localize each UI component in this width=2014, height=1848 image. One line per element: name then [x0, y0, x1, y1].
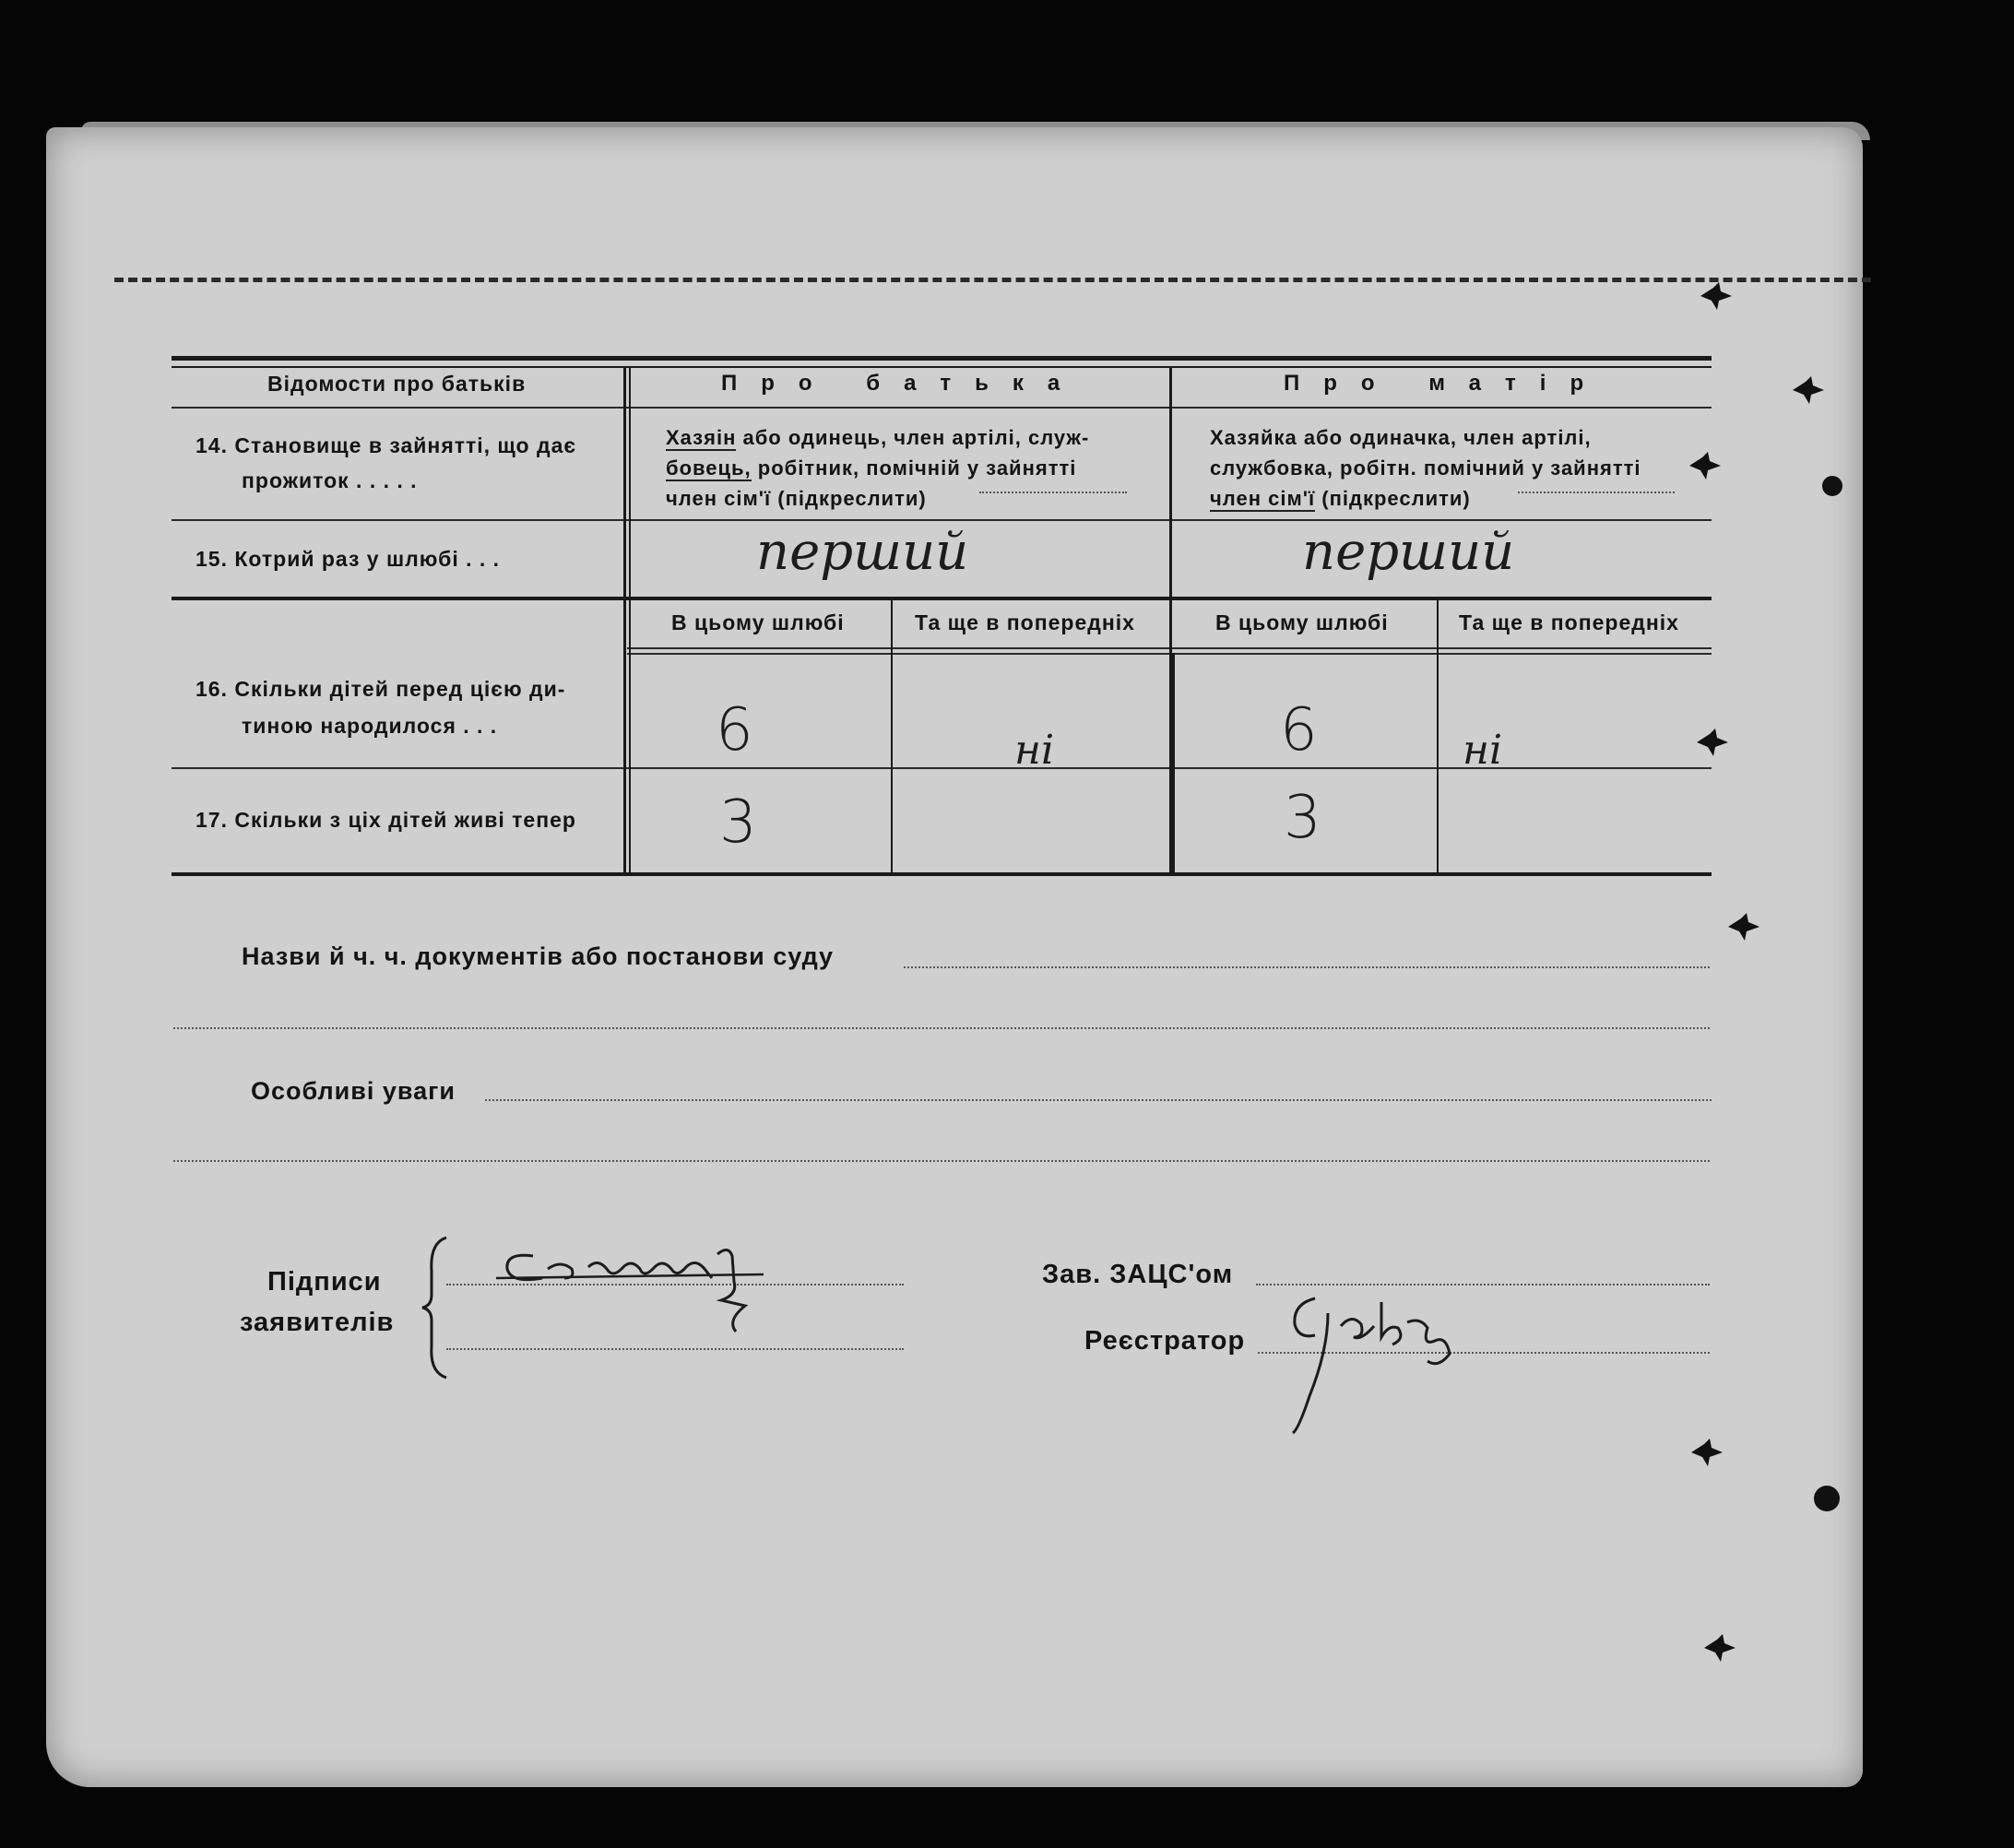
punch-hole-icon: [1809, 1485, 1844, 1512]
table-top-rule-thin: [172, 366, 1712, 368]
row16-mother-prev-value: ні: [1463, 727, 1503, 774]
perforation-line: [114, 278, 1871, 282]
punch-hole-icon: [1791, 376, 1826, 404]
punch-hole-icon: [1695, 729, 1730, 756]
table-bottom-rule: [172, 872, 1712, 876]
col-divider-label: [623, 366, 626, 873]
applicants-label: Підписи: [267, 1267, 382, 1297]
row15-mother-value: перший: [1302, 522, 1515, 582]
row14-label: 14. Становище в зайнятті, що дає: [195, 433, 577, 457]
row16-mother-this-value: 6: [1280, 696, 1318, 764]
row17-father-this-value: 3: [719, 788, 757, 857]
row16-label: 16. Скільки дітей перед цією ди-: [195, 677, 566, 701]
row15-label: 15. Котрий раз у шлюбі . . .: [195, 547, 501, 571]
row16-father-this-value: 6: [716, 696, 753, 764]
header-mother: Про матір: [1284, 371, 1608, 396]
header-rule: [172, 407, 1712, 409]
row14-rule: [172, 519, 1712, 521]
subheader-father-this: В цьому шлюбі: [671, 610, 845, 634]
col-divider-label-2: [629, 366, 631, 873]
brace-icon: [417, 1234, 454, 1381]
applicant-signature-line-2: [446, 1348, 904, 1350]
col-divider-father-mother-bold: [1171, 653, 1175, 872]
punch-hole-icon: [1689, 1439, 1724, 1466]
option-text: Хазяйка або одиначка, член артілі,: [1210, 426, 1592, 449]
punch-hole-icon: [1815, 472, 1850, 500]
row16-father-prev-value: ні: [1014, 727, 1055, 774]
punch-hole-icon: [1699, 282, 1734, 310]
row14-mother-options: [1210, 422, 1699, 514]
col-divider-father-sub: [891, 600, 893, 872]
row15-rule: [172, 597, 1712, 600]
option-text: робітник, помічній у зайнятті: [757, 456, 1077, 480]
header-father: Про батька: [721, 371, 1084, 396]
option-owner-underlined: Хазяін: [666, 426, 737, 449]
registrar-handwritten-signature: [1273, 1285, 1503, 1442]
row14-label-cont: прожиток . . . . .: [242, 468, 418, 492]
remarks-label: Особливі уваги: [251, 1077, 456, 1105]
option-text: (підкреслити): [1321, 487, 1471, 510]
option-text: службовка, робітн. помічний у зайнятті: [1210, 456, 1641, 480]
head-label: Зав. ЗАЦС'ом: [1042, 1260, 1234, 1289]
row14-mother-fill-line: [1518, 492, 1675, 493]
remarks-fill-line-2: [173, 1160, 1710, 1162]
row15-father-value: перший: [756, 522, 969, 582]
remarks-fill-line: [485, 1099, 1712, 1101]
documents-fill-line: [904, 966, 1710, 968]
applicants-label-cont: заявителів: [240, 1308, 395, 1337]
documents-label: Назви й ч. ч. документів або постанови суду: [242, 942, 835, 970]
punch-hole-icon: [1726, 913, 1761, 941]
row14-father-fill-line: [979, 492, 1127, 493]
registrar-label: Реєстратор: [1084, 1326, 1246, 1356]
subheader-mother-prev: Та ще в попередніх: [1459, 610, 1679, 634]
documents-fill-line-2: [173, 1027, 1710, 1029]
col-divider-mother-sub: [1437, 600, 1439, 872]
header-label: Відомости про батьків: [267, 372, 527, 396]
row14-father-options: [666, 422, 1155, 514]
option-text: член сім'ї (підкреслити): [666, 487, 927, 510]
punch-hole-icon: [1702, 1634, 1737, 1662]
subheader-mother-this: В цьому шлюбі: [1215, 610, 1389, 634]
row17-label: 17. Скільки з ціх дітей живі тепер: [195, 808, 576, 832]
table-top-rule: [172, 356, 1712, 361]
option-employee-underlined: бовець,: [666, 456, 752, 480]
subheader-father-prev: Та ще в попередніх: [915, 610, 1135, 634]
option-text: або одинець, член артілі, служ-: [742, 426, 1090, 449]
option-family-underlined: член сім'ї: [1210, 487, 1316, 510]
row16-label-cont: тиною народилося . . .: [242, 714, 498, 738]
row17-mother-this-value: 3: [1284, 784, 1321, 852]
applicant-handwritten-signature: [487, 1236, 800, 1337]
